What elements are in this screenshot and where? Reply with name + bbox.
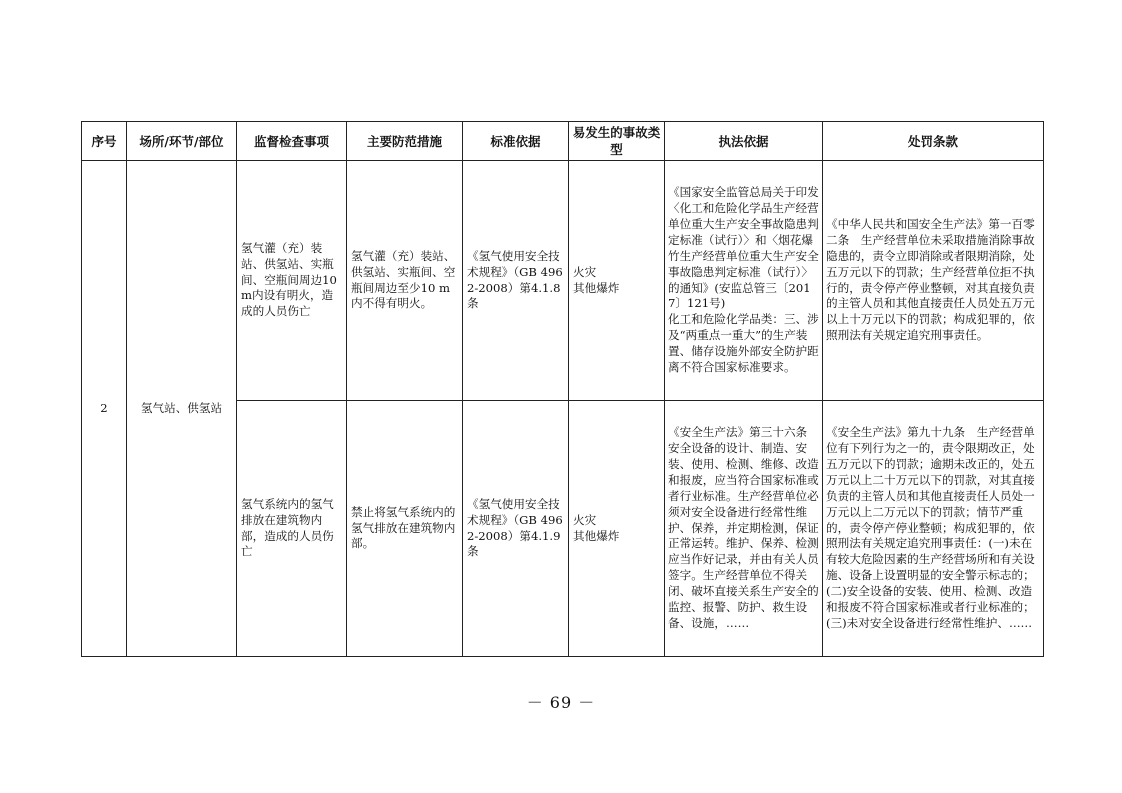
header-prevention-measure: 主要防范措施 xyxy=(347,122,463,161)
header-location: 场所/环节/部位 xyxy=(127,122,237,161)
penalty-clause-cell: 《安全生产法》第九十九条 生产经营单位有下列行为之一的，责令限期改正，处五万元以下的罚款；逾期未改正的，处五万元以上二十万元以下的罚款，对其直接负责的主管人员和其他直接责任人员处一万元以上二万元以下的罚款；情节严重的，责令停产停业整顿；构成犯罪的，依照刑法有关规定追究刑事责任：(一)未在有较大危险因素的生产经营场所和有关设施、设备上设置明显的安全警示标志的；(二)安全设备的安装、使用、检测、改造和报废不符合国家标准或者行业标准的；(三)未对安全设备进行经常性维护、…… xyxy=(823,401,1044,657)
inspection-table xyxy=(81,121,1044,657)
seq-cell: 2 xyxy=(82,161,127,657)
accident-type-cell: 火灾 其他爆炸 xyxy=(569,401,665,657)
header-accident-type: 易发生的事故类型 xyxy=(569,122,665,161)
header-law-basis: 执法依据 xyxy=(665,122,823,161)
accident-type-cell: 火灾 其他爆炸 xyxy=(569,161,665,401)
prevention-measure-cell: 禁止将氢气系统内的氢气排放在建筑物内部。 xyxy=(347,401,463,657)
location-cell: 氢气站、供氢站 xyxy=(127,161,237,657)
page-number: － 69 － xyxy=(526,693,596,712)
inspection-item-cell: 氢气灌（充）装站、供氢站、实瓶间、空瓶间周边10 m内设有明火，造成的人员伤亡 xyxy=(237,161,347,401)
header-penalty-clause: 处罚条款 xyxy=(823,122,1044,161)
law-basis-cell: 《国家安全监管总局关于印发〈化工和危险化学品生产经营单位重大生产安全事故隐患判定标准（试行）〉和〈烟花爆竹生产经营单位重大生产安全事故隐患判定标准（试行）〉的通知》(安监总管三〔2017〕121号) 化工和危险化学品类：三、涉及“两重点一重大”的生产装置、储存设施外部安全防护距离不符合国家标准要求。 xyxy=(665,161,823,401)
penalty-clause-cell: 《中华人民共和国安全生产法》第一百零二条 生产经营单位未采取措施消除事故隐患的，责令立即消除或者限期消除，处五万元以下的罚款；生产经营单位拒不执行的，责令停产停业整顿，对其直接负责的主管人员和其他直接责任人员处五万元以上十万元以下的罚款；构成犯罪的，依照刑法有关规定追究刑事责任。 xyxy=(823,161,1044,401)
table-row xyxy=(82,161,1044,401)
header-seq: 序号 xyxy=(82,122,127,161)
header-inspection-item: 监督检查事项 xyxy=(237,122,347,161)
inspection-item-cell: 氢气系统内的氢气排放在建筑物内部，造成的人员伤亡 xyxy=(237,401,347,657)
header-standard-basis: 标准依据 xyxy=(463,122,569,161)
table-header-row xyxy=(82,122,1044,161)
prevention-measure-cell: 氢气灌（充）装站、供氢站、实瓶间、空瓶间周边至少10 m内不得有明火。 xyxy=(347,161,463,401)
standard-basis-cell: 《氢气使用安全技术规程》（GB 4962-2008）第4.1.9条 xyxy=(463,401,569,657)
standard-basis-cell: 《氢气使用安全技术规程》（GB 4962-2008）第4.1.8条 xyxy=(463,161,569,401)
law-basis-cell: 《安全生产法》第三十六条 安全设备的设计、制造、安装、使用、检测、维修、改造和报废，应当符合国家标准或者行业标准。生产经营单位必须对安全设备进行经常性维护、保养，并定期检测，保证正常运转。维护、保养、检测应当作好记录，并由有关人员签字。生产经营单位不得关闭、破坏直接关系生产安全的监控、报警、防护、救生设备、设施，…… xyxy=(665,401,823,657)
